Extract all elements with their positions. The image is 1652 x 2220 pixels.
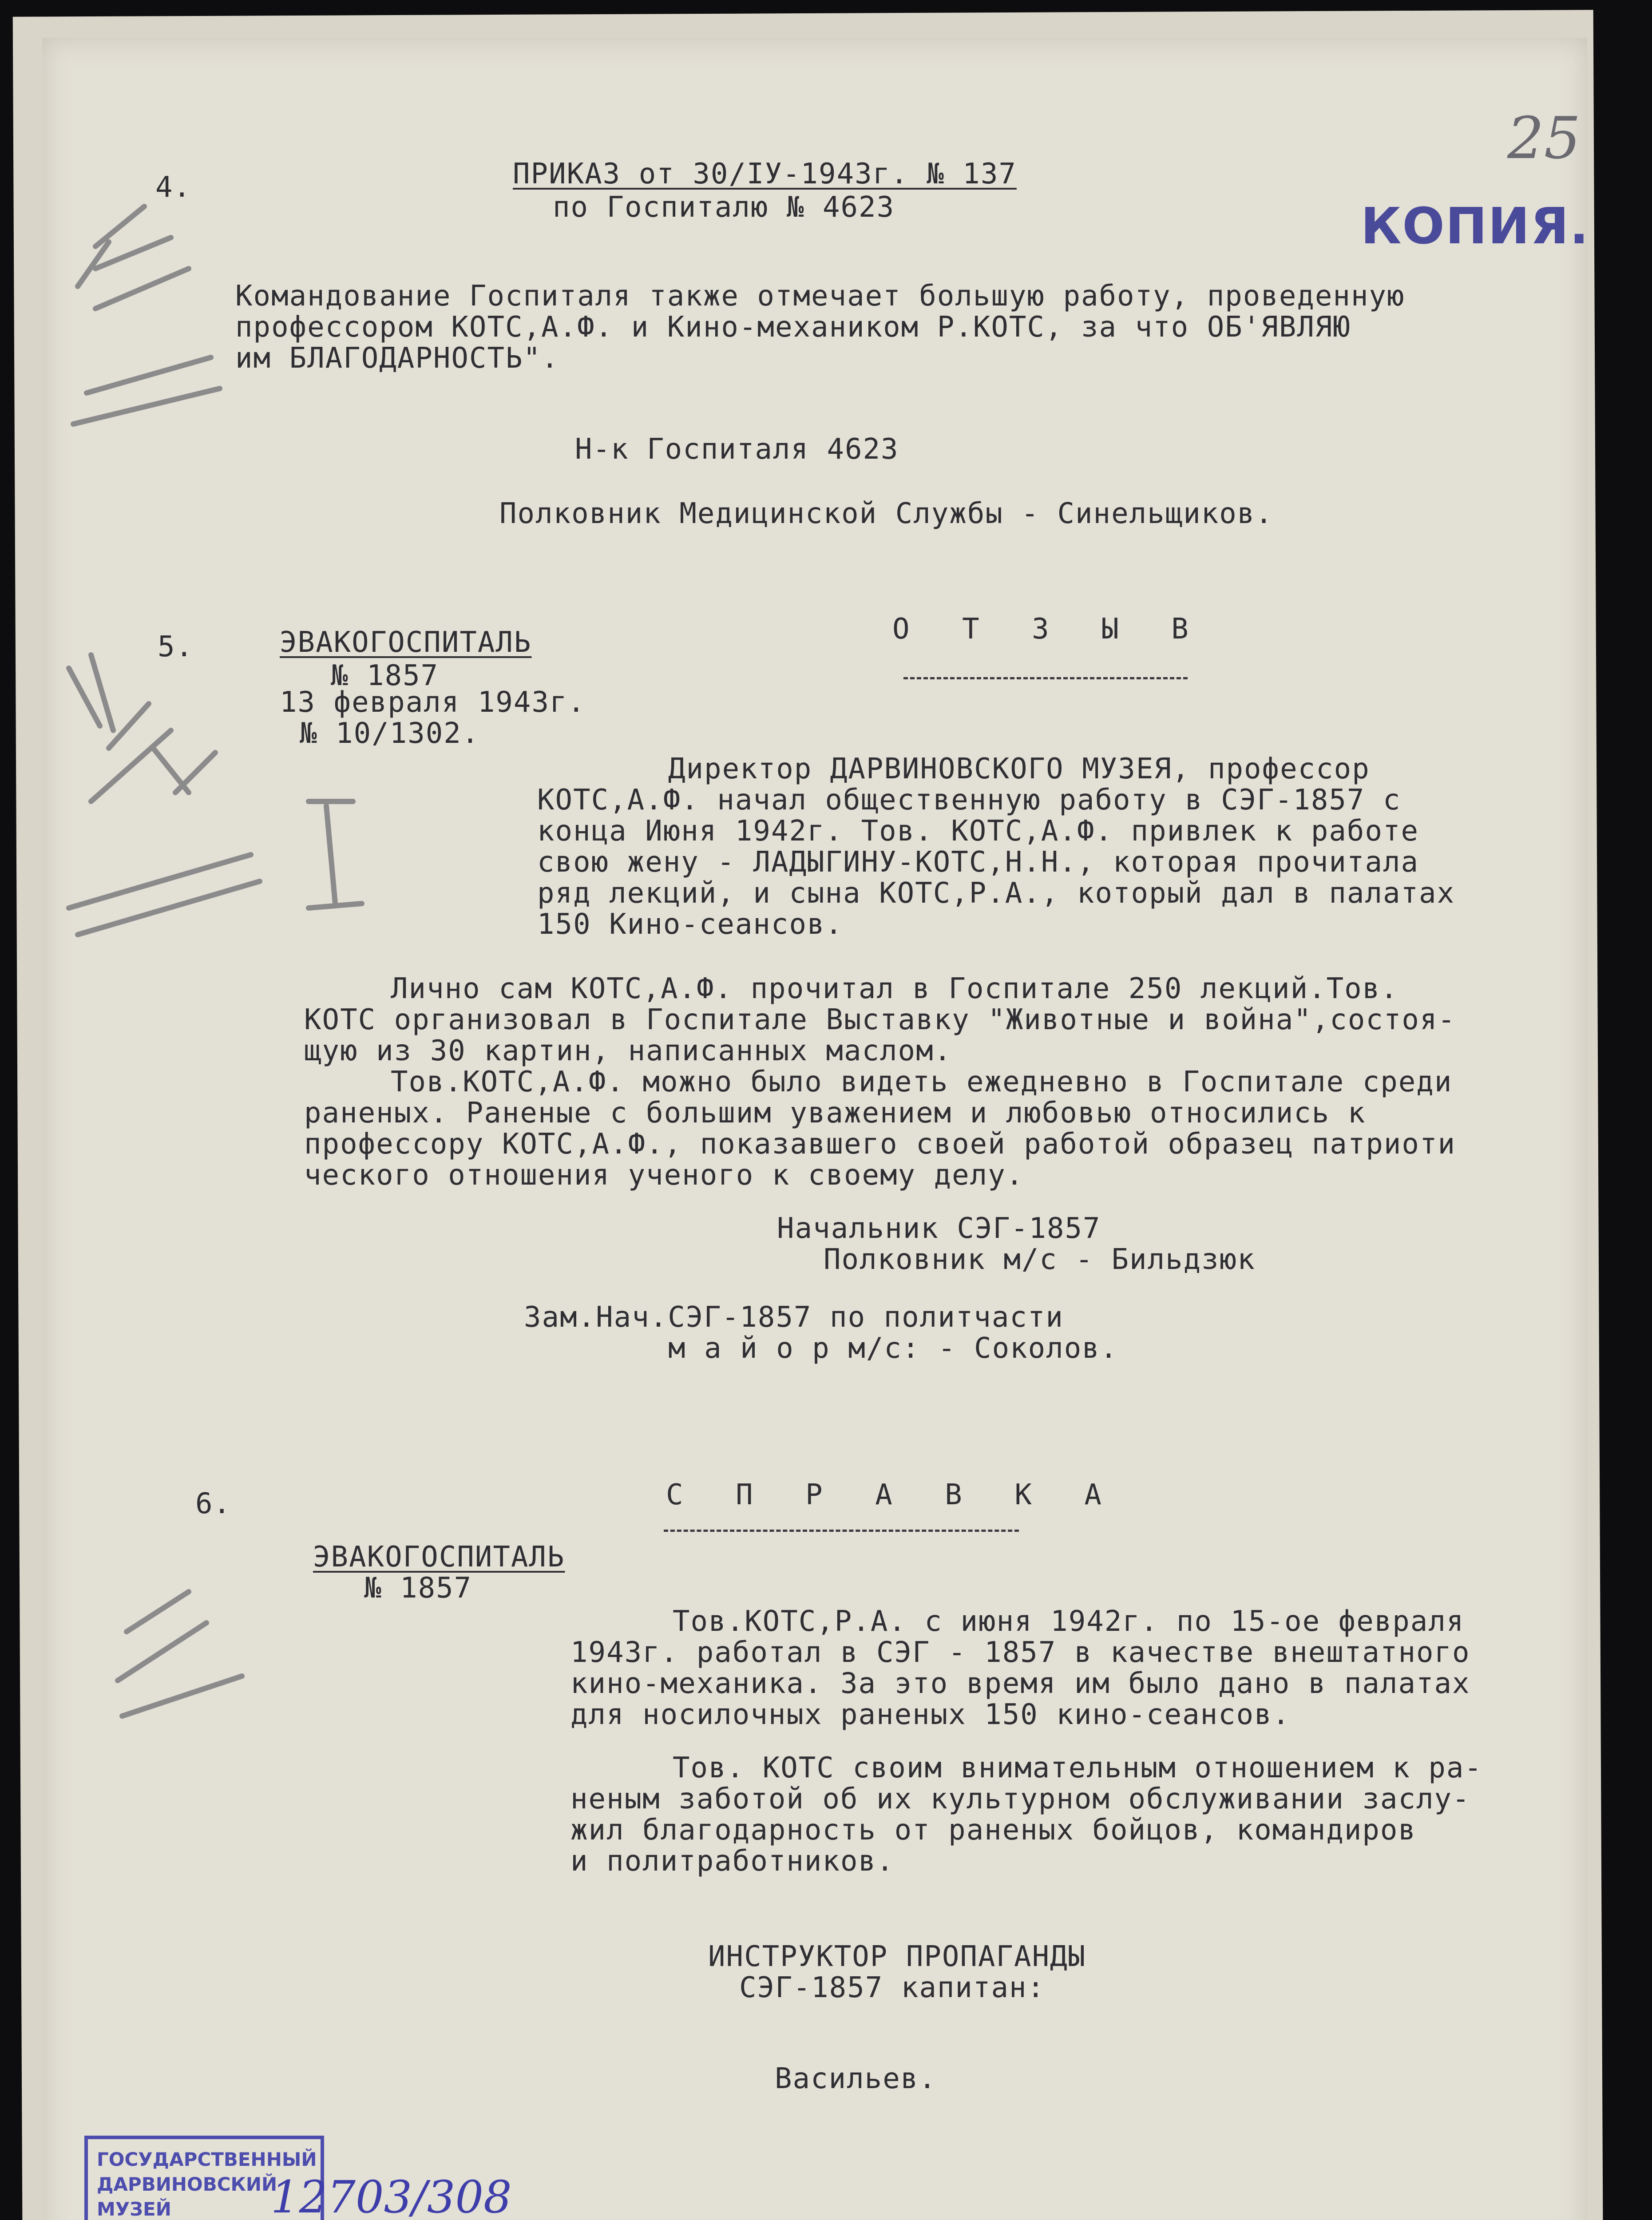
item6-sign-line: СЭГ-1857 капитан: (739, 1971, 1046, 2004)
item6-para2-line: жил благодарность от раненых бойцов, командиров (570, 1814, 1416, 1847)
item6-sign-line: Васильев. (775, 2062, 937, 2095)
item5-sign2-line: м а й о р м/с: - Соколов. (668, 1332, 1118, 1365)
item5-para1-line: ряд лекций, и сына КОТС,Р.А., который дал в палатах (537, 877, 1455, 910)
item5-para3-line: Тов.КОТС,А.Ф. можно было видеть ежедневно в Госпитале среди (391, 1066, 1453, 1098)
item6-para1-line: кино-механика. За это время им было дано в палатах (570, 1667, 1470, 1700)
item4-body-line: им БЛАГОДАРНОСТЬ". (235, 342, 559, 375)
item5-sign1-line: Начальник СЭГ-1857 (777, 1212, 1101, 1245)
inventory-number: 12703/308 (271, 2171, 512, 2220)
item6-para1-line: 1943г. работал в СЭГ - 1857 в качестве внештатного (570, 1636, 1470, 1669)
item4-subtitle: по Госпиталю № 4623 (553, 191, 895, 224)
item5-para3-line: профессору КОТС,А.Ф., показавшего своей работой образец патриоти (304, 1128, 1456, 1161)
item4-body-line: Командование Госпиталя также отмечает большую работу, проведенную (235, 280, 1405, 313)
item6-para1-line: для носилочных раненых 150 кино-сеансов. (570, 1698, 1291, 1731)
item5-date: 13 февраля 1943г. (280, 686, 586, 719)
item5-para2-line: Лично сам КОТС,А.Ф. прочитал в Госпитале 250 лекций.Тов. (391, 972, 1398, 1005)
museum-stamp-line: ГОСУДАРСТВЕННЫЙ (97, 2149, 317, 2170)
item5-para1-line: КОТС,А.Ф. начал общественную работу в СЭГ-1857 с (537, 784, 1401, 817)
item6-org-number: № 1857 (364, 1572, 472, 1605)
folio-number: 25 (1507, 104, 1581, 172)
item6-para2-line: Тов. КОТС своим внимательным отношением к ра- (673, 1752, 1482, 1784)
item6-para1-line: Тов.КОТС,Р.А. с июня 1942г. по 15-ое февраля (673, 1605, 1465, 1638)
museum-stamp-line: ДАРВИНОВСКИЙ МУЗЕЙ (97, 2173, 277, 2220)
item5-ref: № 10/1302. (300, 717, 480, 750)
item4-body-line: профессором КОТС,А.Ф. и Кино-механиком Р.КОТС, за что ОБ'ЯВЛЯЮ (235, 311, 1351, 344)
item5-para2-line: КОТС организовал в Госпитале Выставку "Животные и война",состоя- (304, 1003, 1456, 1036)
item5-para1-line: 150 Кино-сеансов. (537, 908, 844, 941)
pencil-marks (42, 38, 1590, 2220)
item6-org: ЭВАКОГОСПИТАЛЬ (313, 1541, 565, 1574)
item4-title: ПРИКАЗ от 30/IУ-1943г. № 137 (513, 158, 1017, 190)
item4-signature-line: Н-к Госпиталя 4623 (575, 433, 899, 466)
item5-para2-line: щую из 30 картин, написанных маслом. (304, 1035, 952, 1067)
item6-para2-line: и политработников. (570, 1845, 895, 1878)
item4-signature-line: Полковник Медицинской Службы - Синельщиков. (499, 497, 1273, 530)
item6-para2-line: неным заботой об их культурном обслуживании заслу- (570, 1783, 1470, 1816)
item6-number: 6. (195, 1487, 232, 1520)
item5-org: ЭВАКОГОСПИТАЛЬ (280, 626, 532, 659)
item5-para1-line: Директор ДАРВИНОВСКОГО МУЗЕЯ, профессор (668, 753, 1370, 785)
item6-sign-line: ИНСТРУКТОР ПРОПАГАНДЫ (708, 1940, 1086, 1973)
item5-sign2-line: Зам.Нач.СЭГ-1857 по политчасти (524, 1301, 1064, 1334)
item5-org-number: № 1857 (331, 659, 439, 692)
item5-number: 5. (158, 630, 194, 663)
item4-number: 4. (155, 171, 192, 204)
document-page (42, 38, 1590, 2220)
item5-para3-line: ческого отношения ученого к своему делу. (304, 1159, 1024, 1192)
kopia-stamp: КОПИЯ. (1361, 198, 1590, 255)
item5-para3-line: раненых. Раненые с большим уважением и любовью относились к (304, 1097, 1366, 1130)
item5-para1-line: конца Июня 1942г. Тов. КОТС,А.Ф. привлек к работе (537, 815, 1419, 848)
item5-heading: О Т З Ы В (892, 613, 1206, 646)
item6-heading: С П Р А В К А (666, 1479, 1119, 1511)
item5-para1-line: свою жену - ЛАДЫГИНУ-КОТС,Н.Н., которая прочитала (537, 846, 1419, 879)
item5-sign1-line: Полковник м/с - Бильдзюк (824, 1243, 1256, 1276)
